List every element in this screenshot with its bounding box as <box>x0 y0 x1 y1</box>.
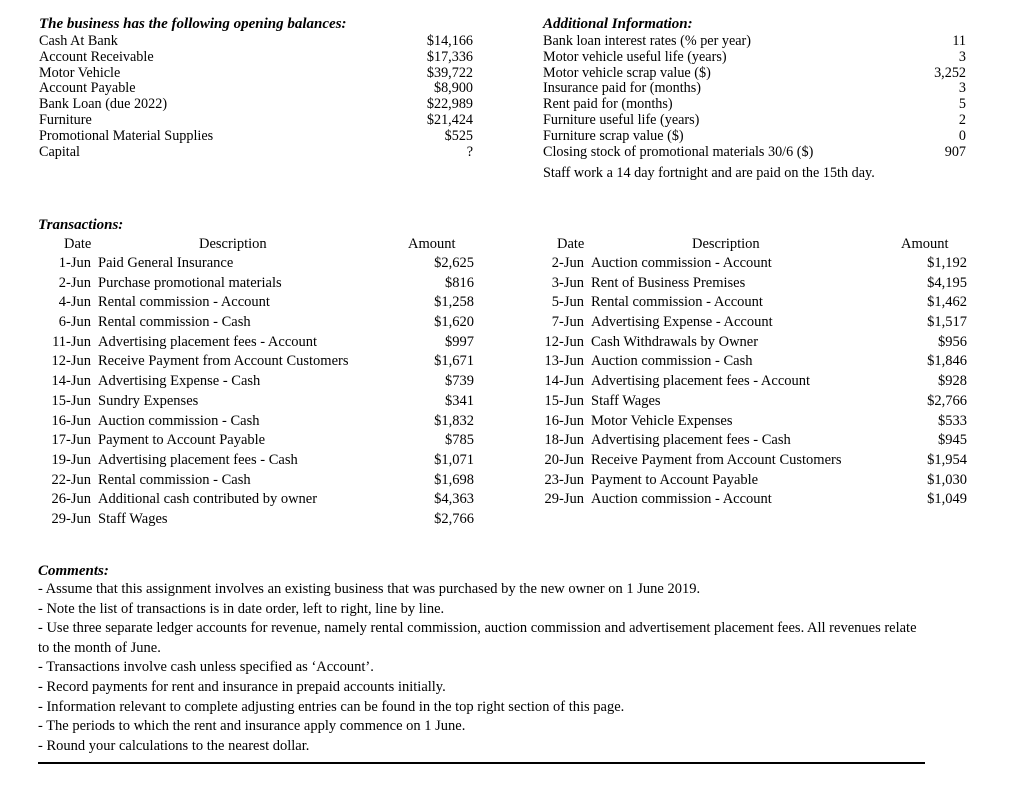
transaction-amount: $945 <box>938 432 967 449</box>
transaction-description: Advertising placement fees - Cash <box>98 451 298 468</box>
additional-info-list <box>543 34 966 160</box>
transaction-amount: $533 <box>938 412 967 429</box>
transaction-row <box>38 313 474 333</box>
info-label: Insurance paid for (months) <box>543 80 701 97</box>
transaction-date: 29-Jun <box>51 510 91 527</box>
bottom-divider <box>38 762 925 764</box>
comment-item: - The periods to which the rent and insurance apply commence on 1 June. <box>38 718 466 735</box>
transaction-date: 2-Jun <box>551 255 584 271</box>
transaction-description: Sundry Expenses <box>98 392 199 409</box>
transaction-amount: $1,462 <box>927 294 967 311</box>
transaction-description: Auction commission - Account <box>591 491 772 508</box>
transaction-amount: $1,846 <box>927 353 967 370</box>
comment-item: - Information relevant to complete adjusting entries can be found in the top right section of this page. <box>38 698 625 715</box>
transaction-description: Rent of Business Premises <box>591 274 746 291</box>
balance-row <box>39 50 473 66</box>
column-description: Description <box>692 236 760 252</box>
transaction-row <box>540 274 967 294</box>
info-label: Bank loan interest rates (% per year) <box>543 33 751 49</box>
transaction-row <box>540 412 967 432</box>
transaction-row <box>540 392 967 412</box>
transaction-description: Advertising Expense - Account <box>591 314 773 331</box>
balance-label: Account Receivable <box>39 48 154 65</box>
transaction-amount: $997 <box>445 333 474 350</box>
balance-row <box>39 81 473 97</box>
transaction-row <box>38 372 474 392</box>
transactions-left-header <box>38 235 478 254</box>
transaction-date: 15-Jun <box>51 392 91 409</box>
transaction-row <box>38 274 474 294</box>
transaction-date: 23-Jun <box>544 471 584 488</box>
info-value: 907 <box>944 143 966 160</box>
transaction-date: 4-Jun <box>58 294 91 311</box>
info-value: 3,252 <box>934 64 966 81</box>
column-amount: Amount <box>408 236 456 252</box>
opening-balances-heading: The business has the following opening balances: <box>39 16 347 32</box>
transaction-description: Payment to Account Payable <box>98 432 266 449</box>
transaction-row <box>38 293 474 313</box>
transaction-date: 13-Jun <box>544 353 584 370</box>
transaction-row <box>540 254 967 274</box>
transaction-amount: $1,071 <box>434 451 474 468</box>
comment-item: - Use three separate ledger accounts for revenue, namely rental commission, auction commission and advertisement placement fees. All revenues relate to the month of June. <box>38 620 917 656</box>
transaction-amount: $1,192 <box>927 255 967 271</box>
transaction-description: Receive Payment from Account Customers <box>591 451 842 468</box>
transaction-amount: $1,954 <box>927 451 967 468</box>
transaction-description: Cash Withdrawals by Owner <box>591 333 759 350</box>
comments-heading: Comments: <box>38 563 109 579</box>
info-row <box>543 50 966 66</box>
balance-label: Motor Vehicle <box>39 64 121 81</box>
transaction-date: 3-Jun <box>551 274 584 291</box>
column-amount: Amount <box>901 236 949 252</box>
balance-label: Promotional Material Supplies <box>39 127 214 144</box>
balance-row <box>39 97 473 113</box>
transaction-row <box>38 412 474 432</box>
transaction-amount: $956 <box>938 333 967 350</box>
column-description: Description <box>199 236 267 252</box>
transaction-amount: $928 <box>938 373 967 390</box>
transaction-description: Advertising placement fees - Account <box>591 373 811 390</box>
transaction-description: Advertising placement fees - Account <box>98 333 318 350</box>
comment-item: - Transactions involve cash unless specified as ‘Account’. <box>38 659 374 676</box>
additional-info-heading: Additional Information: <box>543 16 693 32</box>
transaction-description: Advertising placement fees - Cash <box>591 432 791 449</box>
transaction-date: 26-Jun <box>51 491 91 508</box>
transaction-row <box>540 451 967 471</box>
transactions-heading: Transactions: <box>38 217 124 233</box>
balance-value: ? <box>466 143 473 160</box>
transaction-date: 22-Jun <box>51 471 91 488</box>
balance-row <box>39 129 473 145</box>
transaction-description: Additional cash contributed by owner <box>98 491 318 508</box>
transaction-row <box>38 490 474 510</box>
transaction-row <box>540 471 967 491</box>
comment-item: - Assume that this assignment involves an existing business that was purchased by the new owner on 1 June 2019. <box>38 581 701 597</box>
transaction-date: 15-Jun <box>544 392 584 409</box>
transaction-amount: $341 <box>445 392 474 409</box>
transaction-amount: $1,030 <box>927 471 967 488</box>
transaction-description: Staff Wages <box>591 392 661 409</box>
transaction-amount: $1,049 <box>927 491 967 508</box>
info-label: Furniture scrap value ($) <box>543 127 684 144</box>
balance-row <box>39 66 473 82</box>
transaction-description: Purchase promotional materials <box>98 274 282 291</box>
transaction-amount: $1,258 <box>434 294 474 311</box>
staff-pay-note: Staff work a 14 day fortnight and are paid on the 15th day. <box>543 165 875 181</box>
transaction-row <box>38 451 474 471</box>
comment-item: - Round your calculations to the nearest dollar. <box>38 737 310 754</box>
info-label: Motor vehicle scrap value ($) <box>543 64 711 81</box>
info-row <box>543 81 966 97</box>
transaction-description: Staff Wages <box>98 510 168 527</box>
transaction-row <box>540 372 967 392</box>
transaction-amount: $4,363 <box>434 491 474 508</box>
transaction-date: 12-Jun <box>544 333 584 350</box>
info-row <box>543 34 966 50</box>
transaction-description: Auction commission - Cash <box>98 412 260 429</box>
balance-value: $17,336 <box>426 48 473 65</box>
transaction-date: 20-Jun <box>544 451 584 468</box>
transaction-description: Receive Payment from Account Customers <box>98 353 349 370</box>
transaction-date: 19-Jun <box>51 451 91 468</box>
transaction-row <box>540 431 967 451</box>
info-value: 3 <box>958 80 966 97</box>
info-label: Furniture useful life (years) <box>543 111 700 128</box>
info-label: Rent paid for (months) <box>543 96 673 113</box>
transactions-left-table <box>38 254 474 530</box>
info-label: Closing stock of promotional materials 30/6 ($) <box>543 143 814 160</box>
transaction-amount: $785 <box>445 432 474 449</box>
balance-value: $14,166 <box>426 33 473 49</box>
column-date: Date <box>64 236 92 252</box>
transaction-amount: $2,766 <box>434 510 474 527</box>
balance-label: Bank Loan (due 2022) <box>39 96 168 113</box>
transaction-row <box>540 313 967 333</box>
balance-label: Account Payable <box>39 80 136 97</box>
info-row <box>543 129 966 145</box>
balance-value: $525 <box>444 127 473 144</box>
info-label: Motor vehicle useful life (years) <box>543 48 727 65</box>
transaction-description: Rental commission - Cash <box>98 314 251 331</box>
transaction-date: 5-Jun <box>551 294 584 311</box>
transaction-amount: $1,671 <box>434 353 474 370</box>
column-date: Date <box>557 236 585 252</box>
transactions-right-table <box>540 254 967 510</box>
transaction-row <box>540 333 967 353</box>
transaction-description: Auction commission - Account <box>591 255 772 271</box>
transaction-date: 16-Jun <box>544 412 584 429</box>
transaction-amount: $816 <box>445 274 474 291</box>
transaction-description: Rental commission - Account <box>98 294 270 311</box>
transaction-row <box>540 352 967 372</box>
transaction-amount: $4,195 <box>927 274 967 291</box>
transaction-row <box>38 431 474 451</box>
transaction-date: 18-Jun <box>544 432 584 449</box>
transaction-description: Paid General Insurance <box>98 255 234 271</box>
transaction-date: 11-Jun <box>52 333 91 350</box>
transaction-date: 2-Jun <box>58 274 91 291</box>
info-value: 2 <box>958 111 966 128</box>
transaction-amount: $1,517 <box>927 314 967 331</box>
info-value: 0 <box>958 127 966 144</box>
transaction-row <box>540 293 967 313</box>
info-row <box>543 66 966 82</box>
transaction-row <box>38 392 474 412</box>
transaction-amount: $739 <box>445 373 474 390</box>
balance-row <box>39 34 473 50</box>
transaction-row <box>38 254 474 274</box>
transaction-description: Advertising Expense - Cash <box>98 373 261 390</box>
comments-list <box>38 580 918 756</box>
comment-item: - Record payments for rent and insurance in prepaid accounts initially. <box>38 678 446 695</box>
transaction-description: Auction commission - Cash <box>591 353 753 370</box>
info-row <box>543 145 966 161</box>
transaction-date: 29-Jun <box>544 491 584 508</box>
balance-value: $8,900 <box>433 80 473 97</box>
opening-balances-list <box>39 34 473 160</box>
transaction-date: 7-Jun <box>551 314 584 331</box>
transaction-amount: $1,698 <box>434 471 474 488</box>
transaction-description: Rental commission - Account <box>591 294 763 311</box>
transaction-date: 14-Jun <box>544 373 584 390</box>
transaction-row <box>38 352 474 372</box>
info-row <box>543 113 966 129</box>
transaction-description: Rental commission - Cash <box>98 471 251 488</box>
transaction-date: 14-Jun <box>51 373 91 390</box>
balance-label: Furniture <box>39 111 92 128</box>
comment-item: - Note the list of transactions is in date order, left to right, line by line. <box>38 600 445 617</box>
transaction-row <box>38 471 474 491</box>
transaction-date: 6-Jun <box>58 314 91 331</box>
comments-section <box>38 563 918 756</box>
balance-value: $39,722 <box>426 64 473 81</box>
transaction-row <box>540 490 967 510</box>
transaction-amount: $1,832 <box>434 412 474 429</box>
transaction-date: 1-Jun <box>58 255 91 271</box>
transaction-amount: $2,766 <box>927 392 967 409</box>
balance-value: $22,989 <box>426 96 473 113</box>
balance-value: $21,424 <box>426 111 473 128</box>
info-value: 11 <box>952 33 966 49</box>
info-row <box>543 97 966 113</box>
transaction-row <box>38 510 474 530</box>
info-value: 3 <box>958 48 966 65</box>
transaction-description: Payment to Account Payable <box>591 471 759 488</box>
balance-row <box>39 145 473 161</box>
transaction-description: Motor Vehicle Expenses <box>591 412 733 429</box>
transaction-row <box>38 333 474 353</box>
transactions-right-header <box>540 235 980 254</box>
balance-label: Capital <box>39 143 80 160</box>
transaction-date: 12-Jun <box>51 353 91 370</box>
transaction-amount: $2,625 <box>434 255 474 271</box>
transaction-amount: $1,620 <box>434 314 474 331</box>
transaction-date: 16-Jun <box>51 412 91 429</box>
balance-row <box>39 113 473 129</box>
info-value: 5 <box>958 96 966 113</box>
balance-label: Cash At Bank <box>39 33 118 49</box>
transaction-date: 17-Jun <box>51 432 91 449</box>
